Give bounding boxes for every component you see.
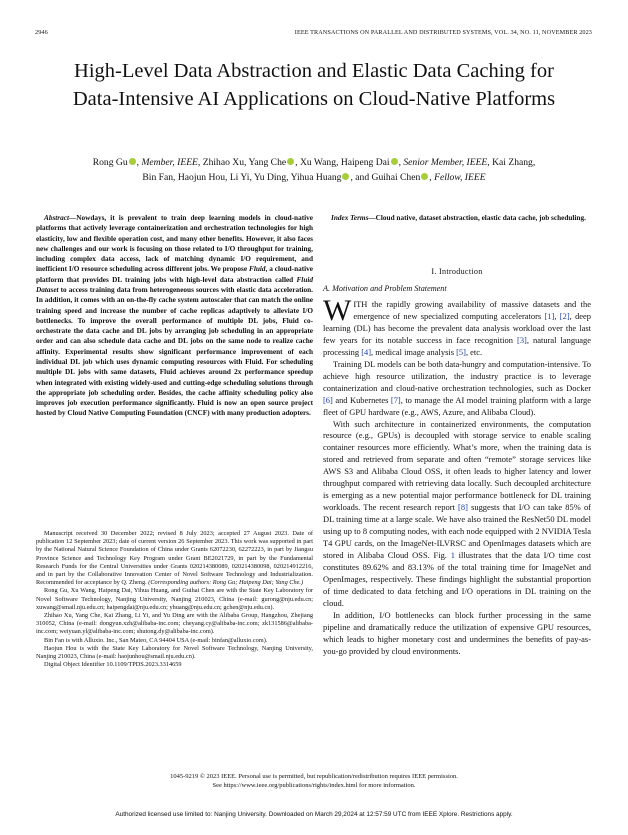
citation-link[interactable]: [8] xyxy=(458,502,468,513)
subsection-heading: A. Motivation and Problem Statement xyxy=(323,284,447,293)
index-terms-label: Index Terms xyxy=(331,214,369,222)
text-run: ITH the rapidly growing availability of massive datasets and the emergence of new specialized computing accelerators xyxy=(353,299,591,321)
citation-link[interactable]: [6] xyxy=(323,394,333,405)
doi: Digital Object Identifier 10.1109/TPDS.2023.3314659 xyxy=(44,661,182,669)
abstract-text: , a cloud-native platform that provides DL training jobs with high-level data abstraction called xyxy=(36,265,314,284)
author-membership: Senior Member, IEEE xyxy=(403,157,488,168)
abstract-text: —Nowdays, it is prevalent to train deep learning models in cloud-native platforms that actively leverage containerization and orchestration technologies for high elasticity, low and flexible operation cost, and many other benefits. However, it also faces new challenges and our work is focusing on those related to I/O throughput for training, including complex data access, lack of matching dynamic I/O requirement, and inefficient I/O resource scheduling across different jobs. We propose xyxy=(36,214,313,274)
author-segment: , xyxy=(429,172,435,183)
section-heading: I. Introduction xyxy=(431,267,483,276)
author-membership: Fellow, IEEE xyxy=(434,172,486,183)
author-list xyxy=(40,155,588,185)
author-membership: Member, IEEE xyxy=(141,157,198,168)
abstract-emphasis: Fluid xyxy=(248,265,266,274)
abstract xyxy=(36,213,313,419)
author-segment: , xyxy=(136,157,142,168)
corresponding-authors: (Corresponding authors: Rong Gu; Haipeng Dai; Yang Che.) xyxy=(148,579,304,587)
copyright-line: 1045-9219 © 2023 IEEE. Personal use is permitted, but republication/redistribution requires IEEE permission. xyxy=(170,773,458,780)
paragraph xyxy=(323,419,591,610)
orcid-icon[interactable] xyxy=(342,173,349,180)
abstract-text: to access training data from heterogeneous sources with elastic data acceleration. In addition, it comes with an on-the-fly cache system autoscaler that can match the online training speed and increase the number of cache replicas adaptively to alleviate I/O bottlenecks. To improve the overall performance of multiple DL jobs, Fluid co-orchestrate the data cache and DL jobs by arranging job scheduling in an appropriate order and can also schedule data cache and DL jobs on the same node to realize cache affinity. Experimental results show significant performance improvement of each individual DL job which uses dynamic computing resources with Fluid. For scheduling multiple DL jobs with same datasets, Fluid achieves around 2x performance speedup when integrated with existing widely-used and cutting-edge scheduling solutions through the appropriate job scheduling order. Besides, the cache affinity scheduling policy also improves job execution performance significantly. Fluid is now an open source project hosted by Cloud Native Computing Foundation (CNCF) with many production adopters. xyxy=(36,285,313,418)
author-segment: , Zhihao Xu, Yang Che xyxy=(197,157,287,168)
figure-link[interactable]: 1 xyxy=(450,550,455,561)
text-run: illustrates that the data I/O time cost constitutes 89.62% and 83.13% of the total training time for ImageNet and OpenImages, respectively. These findings highlight the substantial proportion of time dedicated to data fetching and I/O operations in DL training on the cloud. xyxy=(323,550,592,608)
drop-cap: W xyxy=(323,294,352,327)
citation-link[interactable]: [1] xyxy=(544,310,555,321)
text-run: , medical image analysis xyxy=(371,346,457,357)
author-segment: , Xu Wang, Haipeng Dai xyxy=(295,157,390,168)
abstract-emphasis: Fluid Dataset xyxy=(36,275,313,294)
text-run: , to manage the AI model training platform with a large fleet of GPU hardware (e.g., AWS, Azure, and Alibaba Cloud). xyxy=(323,394,592,417)
citation-link[interactable]: [5] xyxy=(456,346,466,357)
footnote-manuscript xyxy=(36,530,313,587)
citation-link[interactable]: [7] xyxy=(390,394,401,405)
page-number: 2946 xyxy=(35,29,48,36)
paper-title: High-Level Data Abstraction and Elastic Data Caching for Data-Intensive AI Applications on Cloud-Native Platforms xyxy=(72,60,556,110)
orcid-icon[interactable] xyxy=(421,173,428,180)
license-banner: Authorized licensed use limited to: Nanjing University. Downloaded on March 29,2024 at 12:57:59 UTC from IEEE Xplore. Restrictions apply. xyxy=(115,811,513,818)
copyright-link-line[interactable]: See https://www.ieee.org/publications/rights/index.html for more information. xyxy=(212,781,416,789)
text-run: Training DL models can be both data-hungry and computation-intensive. To achieve high resource utilization, the industry practice is to leverage containerization and cloud-native orchestration technologies, such as Docker xyxy=(323,358,591,393)
text-run: and Kubernetes xyxy=(332,394,391,405)
footnote-affiliation: Zhihao Xu, Yang Che, Kai Zhang, Li Yi, and Yu Ding are with the Alibaba Group, Hangzhou, Zhejiang 310052, China (e-mail: dongyun.xzh@alibaba-inc.com; cheyang.cy@alibaba-inc.com; zk131586@alibaba-inc.com; weiyuan.yl@alibaba-inc.com; shutong.dy@alibaba-inc.com). xyxy=(36,612,313,636)
paragraph xyxy=(323,359,591,419)
index-terms-text: —Cloud native, dataset abstraction, elastic data cache, job scheduling. xyxy=(368,214,586,222)
text-run: With such architecture in containerized environments, the computation resource (e.g., GPUs) is decoupled with storage service to enable scaling container resources more efficiently. What’s more, when the training data is stored and retrieved from separate and often “remote” storage services like AWS S3 and Alibaba Cloud OSS, it often leads to higher latency and lower throughput compared with retrieving data locally. Such decoupled architecture is emerging as a new potential major performance bottleneck for DL training workloads. The recent research report xyxy=(323,418,591,513)
author-line-2 xyxy=(40,170,588,185)
orcid-icon[interactable] xyxy=(391,158,398,165)
abstract-label: Abstract xyxy=(44,214,69,222)
author-segment: , xyxy=(398,157,404,168)
text-run: , xyxy=(554,310,560,321)
footnote-affiliation: Bin Fan is with Alluxio. Inc., San Mateo, CA 94404 USA (e-mail: binfan@alluxio.com). xyxy=(44,636,268,644)
orcid-icon[interactable] xyxy=(129,158,136,165)
paragraph: In addition, I/O bottlenecks can block further processing in the same pipeline and dramatically reduce the utilization of expensive GPU resources, which leads to higher monetary cost and undermines the benefits of pay-as-you-go provided by cloud environments. xyxy=(323,609,591,656)
footnote-affiliation: Haojun Hou is with the State Key Laboratory for Novel Software Technology, Nanjing University, Nanjing 210023, China (e-mail: haojunhou@smail.nju.edu.cn). xyxy=(36,644,313,661)
text-run: , deep learning (DL) has become the prevalent data analysis workload over the last few years for its notable success in face recognition xyxy=(323,310,591,345)
citation-link[interactable]: [4] xyxy=(361,346,372,357)
author-segment: Rong Gu xyxy=(92,157,128,168)
paragraph xyxy=(323,294,591,359)
footnotes xyxy=(36,530,313,669)
footnote-text: Manuscript received 30 December 2022; revised 8 July 2023; accepted 27 August 2023. Date of publication 12 September 2023; date of current version 26 September 2023. This work was supported in part by the National Natural Science Foundation of China under Grants 62072230, 62272223, in part by Jiangsu Province Science and Technology Key Program under Grant BE2021729, in part by the Fundamental Research Funds for the Central Universities under Grants 020214380089, 020214380098, 020214912216, and in part by the Collaborative Innovation Center of Novel Software Technology and Industrialization. Recommended for acceptance by Q. Zheng. xyxy=(36,530,313,587)
author-segment: , and Guihai Chen xyxy=(350,172,421,183)
author-line-1 xyxy=(40,155,588,170)
text-run: , natural language processing xyxy=(323,334,591,357)
text-run: , etc. xyxy=(465,346,483,357)
footnote-affiliation: Rong Gu, Xu Wang, Haipeng Dai, Yihua Huang, and Guihai Chen are with the State Key Laboratory for Novel Software Technology, Nanjing University, Nanjing 210023, China (e-mail: gurong@nju.edu.cn; xuwang@smail.nju.edu.cn; haipengdai@nju.edu.cn; yhuang@nju.edu.cn; gchen@nju.edu.cn). xyxy=(36,587,313,611)
text-run: suggests that I/O can take 85% of DL training time at a large scale. We have also trained the ResNet50 DL model using up to 8 computing nodes, with each node equipped with 2 NVIDIA Tesla T4 GPU cards, on the ImageNet-ILVRSC and OpenImages datasets which are stored in Alibaba Cloud OSS. Fig. xyxy=(323,502,591,561)
citation-link[interactable]: [3] xyxy=(517,334,527,345)
index-terms xyxy=(323,213,591,223)
copyright-notice xyxy=(40,773,588,790)
orcid-icon[interactable] xyxy=(287,158,294,165)
citation-link[interactable]: [2] xyxy=(559,310,570,321)
author-segment: Bin Fan, Haojun Hou, Li Yi, Yu Ding, Yihua Huang xyxy=(142,172,342,183)
body-text xyxy=(323,294,592,658)
author-segment: , Kai Zhang, xyxy=(487,157,536,168)
journal-header: IEEE TRANSACTIONS ON PARALLEL AND DISTRIBUTED SYSTEMS, VOL. 34, NO. 11, NOVEMBER 2023 xyxy=(294,29,592,36)
